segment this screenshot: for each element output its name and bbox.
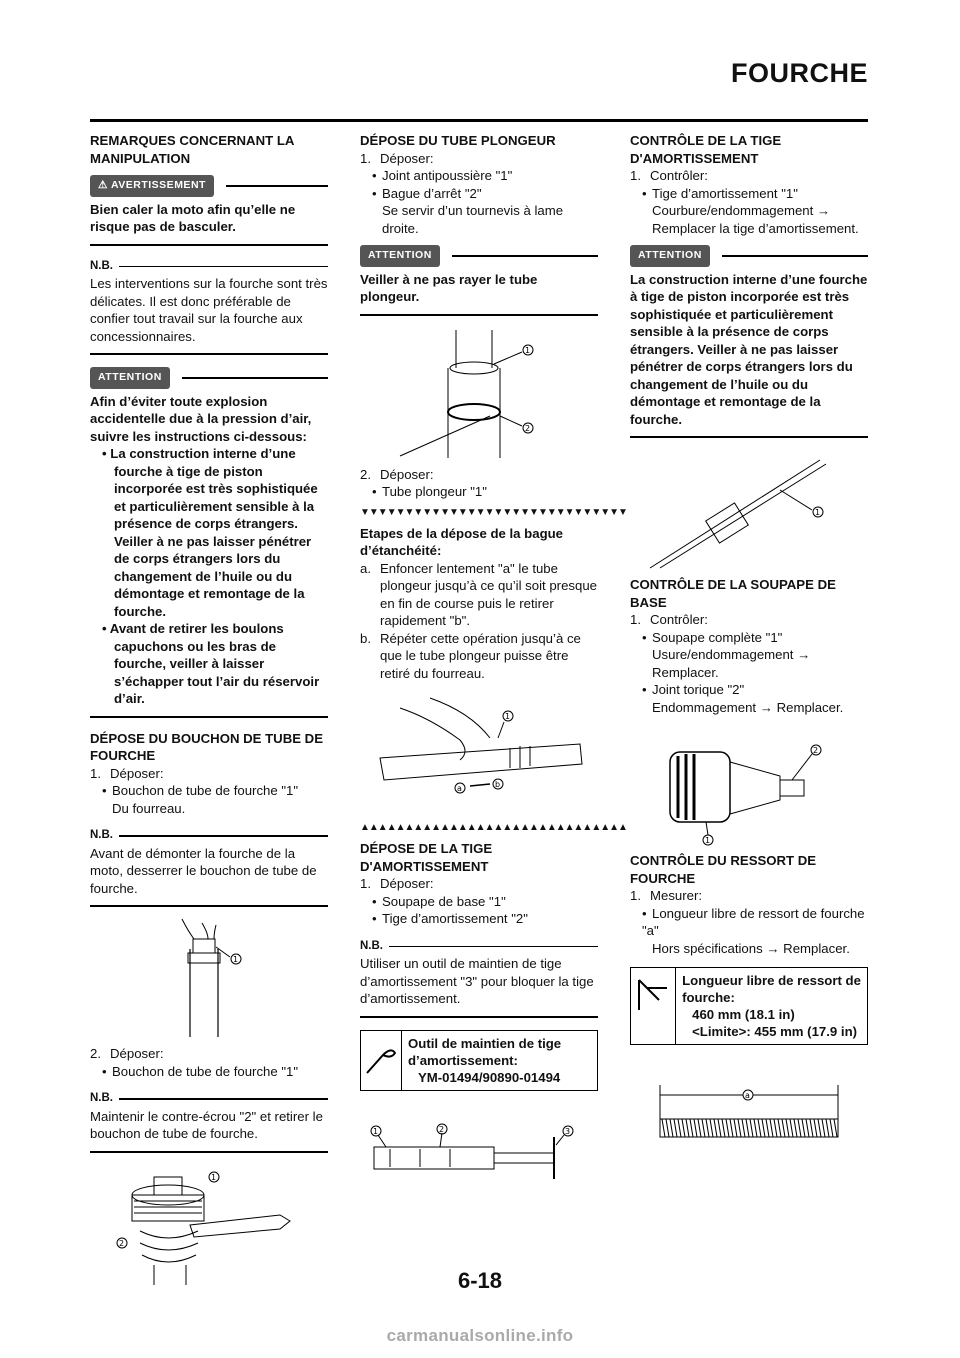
divider	[90, 716, 328, 718]
spec-name: Longueur libre de ressort de fourche:	[682, 973, 861, 1005]
attention-text: La construction interne d’une fourche à tige de piston incorporée est très sophistiquée et particulièrement sensible à la présence de corps étrangers. Veiller à ne pas laisser pénétrer de corps étrangers lors du changement de l’huile ou du démontage et remontage de la fourche.	[630, 271, 868, 427]
attention-header	[630, 245, 868, 267]
sub-step: a. Enfoncer lentement "a" le tube plongeur jusqu’à ce qu’il soit presque en fin de course puis le retirer rapidement "b".	[360, 560, 598, 628]
steps-start-marker: ▼▼▼▼▼▼▼▼▼▼▼▼▼▼▼▼▼▼▼▼▼▼▼▼▼▼▼▼▼▼	[360, 506, 627, 518]
column-1	[90, 132, 328, 1291]
section-heading: CONTRÔLE DU RESSORT DE FOURCHE	[630, 853, 817, 886]
spec-limit: <Limite>: 455 mm (17.9 in)	[692, 1024, 858, 1039]
column-3	[630, 132, 868, 1157]
tool-ref: YM-01494/90890-01494	[418, 1069, 561, 1085]
note-text: Maintenir le contre-écrou "2" et retirer le bouchon de tube de fourche.	[90, 1108, 323, 1141]
section-heading: CONTRÔLE DE LA TIGE D'AMORTISSEMENT	[630, 133, 782, 166]
locknut-illustration	[90, 1165, 328, 1285]
tool-holder-icon	[361, 1031, 402, 1090]
bullet-sub: Se servir d’un tournevis à lame droite.	[382, 203, 564, 236]
bullet: • Bouchon de tube de fourche "1"	[102, 1063, 299, 1079]
section-heading: DÉPOSE DE LA TIGE D'AMORTISSEMENT	[360, 841, 493, 874]
step: 1. Contrôler:	[630, 168, 708, 183]
warning-header	[90, 175, 328, 197]
header-rule	[90, 119, 868, 122]
svg-text:b: b	[495, 780, 501, 789]
column-2	[360, 132, 627, 1237]
step: 1. Mesurer:	[630, 888, 703, 903]
bullet: • Soupape de base "1"	[372, 893, 506, 909]
section-heading: DÉPOSE DU BOUCHON DE TUBE DE FOURCHE	[90, 730, 324, 763]
special-tool-box	[360, 1030, 598, 1091]
sub-step: b. Répéter cette opération jusqu’à ce que le tube plongeur puisse être retiré du fourreau.	[360, 630, 581, 681]
fork-spring-illustration	[630, 1081, 868, 1151]
svg-text:1: 1	[373, 1126, 379, 1136]
note-label: N.B.	[360, 938, 598, 956]
step: 1. Déposer:	[360, 150, 434, 166]
step: 1. Déposer:	[90, 765, 164, 781]
svg-text:1: 1	[525, 345, 531, 355]
attention-header	[90, 367, 328, 389]
svg-text:1: 1	[233, 955, 239, 964]
caliper-icon	[631, 968, 676, 1044]
steps-end-marker: ▲▲▲▲▲▲▲▲▲▲▲▲▲▲▲▲▲▲▲▲▲▲▲▲▲▲▲▲▲▲	[360, 822, 627, 833]
section-heading: CONTRÔLE DE LA SOUPAPE DE BASE	[630, 577, 836, 610]
svg-text:2: 2	[439, 1124, 445, 1134]
svg-text:2: 2	[813, 746, 819, 755]
note-text: Utiliser un outil de maintien de tige d’amortissement "3" pour bloquer la tige d’amortissement.	[360, 956, 594, 1006]
damper-rod-holder-illustration	[360, 1121, 598, 1231]
divider	[90, 905, 328, 907]
bullet: • Bouchon de tube de fourche "1"	[102, 783, 299, 798]
attention-badge: ATTENTION	[630, 245, 710, 267]
svg-text:2: 2	[119, 1238, 125, 1248]
note-label: N.B.	[90, 258, 328, 276]
attention-bullet: • Avant de retirer les boulons capuchons ou les bras de fourche, veiller à laisser s’échapper tout l’air du réservoir d’air.	[102, 621, 320, 706]
svg-text:1: 1	[505, 712, 511, 721]
bullet-sub: Endommagement → Remplacer.	[652, 699, 844, 715]
bullet: • Tige d’amortissement "1"	[642, 185, 798, 201]
step: 2. Déposer:	[90, 1046, 164, 1061]
watermark: carmanualsonline.info	[386, 1326, 574, 1345]
warning-triangle-icon: ⚠	[98, 179, 111, 191]
bullet-sub: Usure/endommagement → Remplacer.	[652, 647, 811, 680]
bullet-sub: Du fourreau.	[112, 800, 186, 816]
svg-text:a: a	[745, 1091, 750, 1100]
spec-value: 460 mm (18.1 in)	[692, 1007, 795, 1022]
attention-badge: ATTENTION	[360, 245, 440, 267]
note-text: Les interventions sur la fourche sont très délicates. Il est donc préférable de confier tout travail sur la fourche aux concessionnaires.	[90, 276, 328, 344]
bullet: • Joint antipoussière "1"	[372, 168, 513, 183]
warning-text: Bien caler la moto afin qu’elle ne risque pas de basculer.	[90, 201, 296, 234]
step: 2. Déposer:	[360, 466, 434, 482]
tool-name: Outil de maintien de tige d’amortissement:	[408, 1035, 562, 1068]
note-text: Avant de démonter la fourche de la moto, desserrer le bouchon de tube de fourche.	[90, 845, 317, 896]
note-label: N.B.	[90, 827, 328, 845]
svg-text:a: a	[457, 784, 462, 793]
bullet: • Joint torique "2"	[642, 682, 745, 697]
attention-text: Afin d’éviter toute explosion accidentelle due à la pression d’air, suivre les instructions ci-dessous:	[90, 393, 312, 444]
svg-text:1: 1	[705, 836, 711, 845]
attention-header	[360, 245, 598, 267]
bullet: • Bague d’arrêt "2"	[372, 185, 482, 201]
divider	[360, 314, 598, 316]
divider	[360, 1016, 598, 1018]
bullet: • Longueur libre de ressort de fourche "a"	[642, 905, 865, 938]
bullet: • Tube plongeur "1"	[372, 484, 487, 499]
section-heading: REMARQUES CONCERNANT LA MANIPULATION	[90, 133, 294, 166]
attention-badge: ATTENTION	[90, 367, 170, 389]
svg-text:2: 2	[525, 423, 531, 433]
bullet-sub: Courbure/endommagement → Remplacer la tige d’amortissement.	[652, 203, 859, 236]
section-heading: DÉPOSE DU TUBE PLONGEUR	[360, 133, 556, 148]
spec-box	[630, 967, 868, 1045]
attention-bullet: • La construction interne d’une fourche à tige de piston incorporée est très sophistiquée et particulièrement sensible à la présence de corps étrangers. Veiller à ne pas laisser pénétrer de corps étrangers lors du changement de l’huile ou du démontage et remontage de la fourche.	[102, 446, 318, 619]
note-label: N.B.	[90, 1090, 328, 1108]
bullet: • Tige d’amortissement "2"	[372, 911, 528, 926]
step: 1. Contrôler:	[630, 612, 708, 627]
steps-heading: Etapes de la dépose de la bague d’étanchéité:	[360, 525, 564, 558]
divider	[90, 353, 328, 355]
bullet: • Soupape complète "1"	[642, 629, 783, 645]
svg-text:1: 1	[211, 1172, 217, 1182]
page-title: FOURCHE	[731, 58, 868, 88]
step: 1. Déposer:	[360, 876, 434, 891]
damper-rod-illustration	[630, 450, 868, 570]
svg-text:1: 1	[815, 508, 821, 517]
fork-cap-illustration	[90, 919, 328, 1039]
warning-badge: ⚠ AVERTISSEMENT	[90, 175, 214, 197]
page-number: 6-18	[457, 1268, 503, 1293]
attention-text: Veiller à ne pas rayer le tube plongeur.	[360, 271, 538, 304]
base-valve-illustration	[630, 722, 868, 846]
divider	[90, 244, 328, 246]
divider	[630, 436, 868, 438]
bullet-sub: Hors spécifications → Remplacer.	[652, 940, 850, 956]
svg-text:3: 3	[565, 1126, 571, 1136]
dust-seal-illustration	[360, 328, 598, 460]
inner-tube-removal-illustration	[360, 688, 598, 816]
divider	[90, 1151, 328, 1153]
